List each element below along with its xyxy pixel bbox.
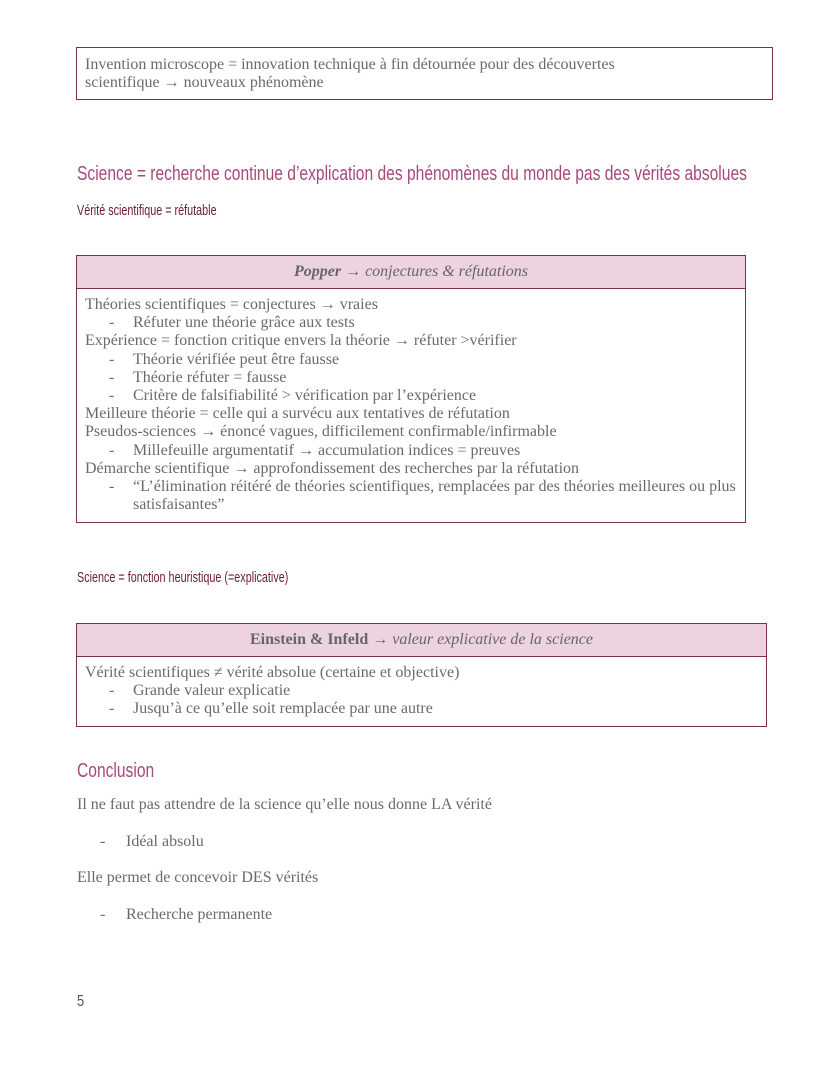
einstein-header xyxy=(77,624,766,657)
conclusion-paragraph: Elle permet de concevoir DES vérités xyxy=(77,869,319,886)
list-item: Meilleure théorie = celle qui a survécu aux tentatives de réfutation xyxy=(85,405,510,423)
popper-list xyxy=(77,289,745,520)
popper-box xyxy=(76,255,746,523)
list-item: Démarche scientifique → approfondissement des recherches par la réfutation xyxy=(85,459,580,477)
popper-header xyxy=(77,256,745,289)
list-subitem: - Millefeuille argumentatif → accumulation indices = preuves xyxy=(85,442,737,460)
einstein-box xyxy=(76,623,767,727)
popper-subtitle: → conjectures & réfutations xyxy=(345,263,529,280)
conclusion-paragraph: Il ne faut pas attendre de la science qu’elle nous donne LA vérité xyxy=(77,796,492,813)
list-item: Expérience = fonction critique envers la théorie → réfuter >vérifier xyxy=(85,332,517,350)
conclusion-bullet: - Recherche permanente xyxy=(100,906,273,923)
intro-box xyxy=(76,47,773,100)
conclusion-heading: Conclusion xyxy=(77,760,155,782)
list-subitem: - Critère de falsifiabilité > vérification par l’expérience xyxy=(85,387,737,405)
page-number: 5 xyxy=(77,993,85,1010)
list-subitem: - Réfuter une théorie grâce aux tests xyxy=(85,314,737,332)
intro-line: scientifique → nouveaux phénomène xyxy=(85,74,324,92)
list-subitem: - Jusqu’à ce qu’elle soit remplacée par une autre xyxy=(85,700,758,718)
subheading-heuristique: Science = fonction heuristique (=explicative) xyxy=(77,569,289,586)
list-subitem: - Théorie vérifiée peut être fausse xyxy=(85,351,737,369)
popper-title: Popper xyxy=(293,263,342,280)
list-subitem: - “L’élimination réitéré de théories scientifiques, remplacées par des théories meilleures ou plus satisfaisantes” xyxy=(85,478,737,514)
list-item: Pseudos-sciences → énoncé vagues, difficilement confirmable/infirmable xyxy=(85,423,557,441)
bullet-text: Idéal absolu xyxy=(126,833,204,850)
subheading-refutable: Vérité scientifique = réfutable xyxy=(77,202,217,219)
einstein-list xyxy=(77,657,766,725)
list-item: Théories scientifiques = conjectures → vraies xyxy=(85,296,378,313)
bullet-text: Recherche permanente xyxy=(126,906,273,923)
section-heading: Science = recherche continue d’explication des phénomènes du monde pas des vérités absolues xyxy=(77,163,747,185)
einstein-title: Einstein & Infeld xyxy=(249,631,369,648)
intro-line: Invention microscope = innovation technique à fin détournée pour des découvertes xyxy=(85,56,615,73)
list-item: Vérité scientifiques ≠ vérité absolue (certaine et objective) xyxy=(85,664,460,681)
list-subitem: - Théorie réfuter = fausse xyxy=(85,369,737,387)
einstein-subtitle: → valeur explicative de la science xyxy=(372,631,594,648)
list-subitem: - Grande valeur explicatie xyxy=(85,682,758,700)
conclusion-bullet: - Idéal absolu xyxy=(100,833,204,850)
